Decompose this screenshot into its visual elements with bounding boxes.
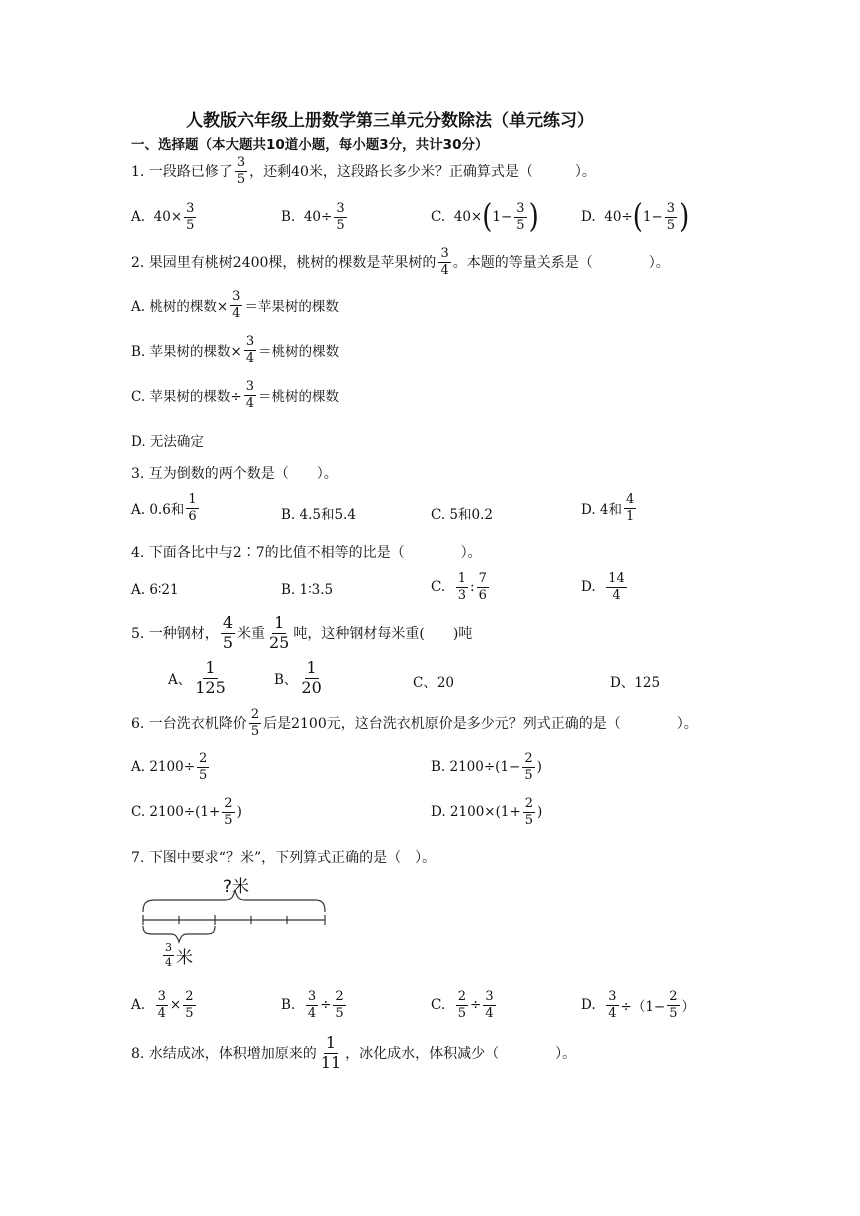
fraction: $\frac{2}{5}$ (199, 751, 208, 783)
fraction: $\frac{4}{5}$ (222, 613, 233, 652)
q6-option-d[interactable]: D. 2100×(1+ $\frac{2}{5}$ ) (431, 796, 543, 828)
diagram-top-label: ?米 (223, 877, 250, 897)
fraction: $\frac{2}{5}$ (669, 989, 678, 1021)
fraction: $\frac{3}{4}$ (440, 246, 449, 278)
question-5: 5. 一种钢材， $\frac{4}{5}$ 米重 $\frac{1}{25}$ 吨，这种钢材每米重( )吨 (131, 613, 473, 652)
fraction: $\frac{3}{5}$ (516, 201, 525, 233)
question-2: 2. 果园里有桃树2400棵，桃树的棵数是苹果树的 $\frac{3}{4}$ 。本题的等量关系是（ ）。 (131, 246, 670, 278)
q1-option-a[interactable]: A. 40× $\frac{3}{5}$ (131, 201, 195, 233)
q2-option-c[interactable]: C. 苹果树的棵数÷ $\frac{3}{4}$ ＝桃树的棵数 (131, 379, 340, 411)
fraction: $\frac{3}{4}$ (232, 289, 241, 321)
q4-option-d[interactable]: D. $\frac{14}{4}$ (581, 571, 625, 603)
q2-option-d[interactable]: D. 无法确定 (131, 434, 204, 450)
fraction: $\frac{1}{3}$ (457, 571, 467, 603)
question-1 (131, 156, 596, 186)
q7-option-a[interactable]: A. $\frac{3}{4}$ × $\frac{2}{5}$ (131, 989, 194, 1021)
question-4: 4. 下面各比中与2∶7的比值不相等的比是（ ）。 (131, 545, 482, 561)
page-title: 人教版六年级上册数学第三单元分数除法（单元练习） (186, 111, 594, 131)
fraction: $\frac{3}{4}$ (307, 989, 317, 1021)
fraction: $\frac{2}{5}$ (185, 989, 194, 1021)
fraction: $\frac{3}{4}$ (485, 989, 494, 1021)
fraction: $\frac{3}{5}$ (186, 201, 195, 233)
q3-option-b[interactable]: B. 4.5和5.4 (281, 507, 356, 523)
question-3: 3. 互为倒数的两个数是（ ）。 (131, 466, 338, 482)
fraction: $\frac{1}{20}$ (301, 658, 322, 697)
q1-text-before: 1. 一段路已修了 (131, 164, 233, 181)
fraction: $\frac{1}{125}$ (195, 658, 226, 697)
fraction: $\frac{1}{11}$ (320, 1033, 342, 1072)
fraction: $\frac{3}{4}$ (245, 379, 255, 411)
q7-option-b[interactable]: B. $\frac{3}{4}$ ÷ $\frac{2}{5}$ (281, 989, 344, 1021)
q5-option-c[interactable]: C、20 (413, 675, 455, 691)
fraction: $\frac{3}{4}$ (245, 334, 255, 366)
fraction: $\frac{3}{5}$ (666, 201, 676, 233)
fraction: $\frac{4}{1}$ (626, 492, 635, 524)
q6-option-b[interactable]: B. 2100÷(1− $\frac{2}{5}$ ) (431, 751, 542, 783)
fraction: $\frac{2}{5}$ (457, 989, 467, 1021)
fraction: $\frac{2}{5}$ (335, 989, 344, 1021)
fraction: $\frac{1}{25}$ (269, 613, 290, 652)
q4-option-b[interactable]: B. 1∶3.5 (281, 582, 334, 598)
q3-option-d[interactable]: D. 4和 $\frac{4}{1}$ (581, 492, 635, 524)
q4-option-a[interactable]: A. 6∶21 (131, 582, 179, 598)
q7-option-c[interactable]: C. $\frac{2}{5}$ ÷ $\frac{3}{4}$ (431, 989, 494, 1021)
fraction: $\frac{3}{4}$ (165, 941, 172, 969)
q3-option-a[interactable]: A. 0.6和 $\frac{1}{6}$ (131, 492, 197, 524)
fraction: $\frac{3}{4}$ (157, 989, 166, 1021)
q1-option-d[interactable]: D. 40÷ ( 1− $\frac{3}{5}$ ) (581, 198, 690, 236)
q1-text-after: ，还剩40米，这段路长多少米？正确算式是（ ）。 (249, 164, 596, 181)
fraction: $\frac{2}{5}$ (250, 707, 260, 739)
section-heading: 一、选择题（本大题共10道小题，每小题3分，共计30分） (131, 137, 489, 153)
q1-option-c[interactable]: C. 40× ( 1− $\frac{3}{5}$ ) (431, 198, 539, 236)
fraction: $\frac{1}{6}$ (188, 492, 197, 524)
line-segment-diagram (135, 870, 335, 975)
q3-option-c[interactable]: C. 5和0.2 (431, 507, 493, 523)
fraction: $\frac{2}{5}$ (524, 751, 533, 783)
fraction: $\frac{2}{5}$ (524, 796, 534, 828)
q5-option-d[interactable]: D、125 (610, 675, 661, 691)
q5-option-b[interactable]: B、 $\frac{1}{20}$ (274, 658, 322, 697)
q6-option-c[interactable]: C. 2100÷(1+ $\frac{2}{5}$ ) (131, 796, 242, 828)
q7-option-d[interactable]: D. $\frac{3}{4}$ ÷（1− $\frac{2}{5}$ ） (581, 989, 696, 1021)
question-8: 8. 水结成冰，体积增加原来的 $\frac{1}{11}$ ，冰化成水，体积减少（ ）。 (131, 1033, 577, 1072)
q5-option-a[interactable]: A、 $\frac{1}{125}$ (168, 658, 226, 697)
q4-option-c[interactable]: C. $\frac{1}{3}$ : $\frac{7}{6}$ (431, 571, 487, 603)
q2-option-a[interactable]: A. 桃树的棵数× $\frac{3}{4}$ ＝苹果树的棵数 (131, 289, 339, 321)
question-6: 6. 一台洗衣机降价 $\frac{2}{5}$ 后是2100元，这台洗衣机原价是多少元？列式正确的是（ ）。 (131, 707, 698, 739)
diagram-bottom-label: $\frac{3}{4}$ 米 (165, 941, 193, 969)
q2-option-b[interactable]: B. 苹果树的棵数× $\frac{3}{4}$ ＝桃树的棵数 (131, 334, 340, 366)
q1-option-b[interactable]: B. 40÷ $\frac{3}{5}$ (281, 201, 345, 233)
fraction: $\frac{3}{4}$ (608, 989, 617, 1021)
fraction: $\frac{2}{5}$ (224, 796, 233, 828)
fraction: $\frac{3}{5}$ (236, 155, 246, 187)
q6-option-a[interactable]: A. 2100÷ $\frac{2}{5}$ (131, 751, 208, 783)
fraction: $\frac{3}{5}$ (336, 201, 345, 233)
fraction: $\frac{14}{4}$ (608, 571, 625, 603)
question-7: 7. 下图中要求“？米”，下列算式正确的是（ ）。 (131, 850, 437, 866)
fraction: $\frac{7}{6}$ (478, 571, 487, 603)
